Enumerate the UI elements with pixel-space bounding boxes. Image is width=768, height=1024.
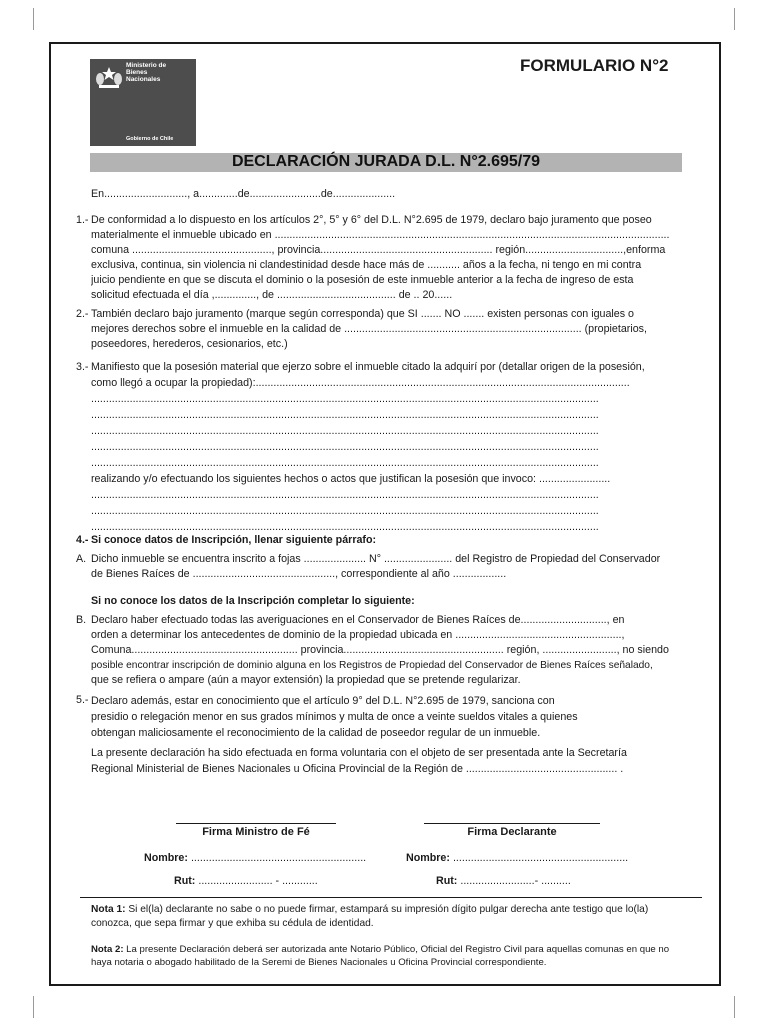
section-4-b — [76, 613, 681, 688]
field-line[interactable]: ........................................................................................................................................................................... — [91, 505, 599, 517]
nombre-field-declarante[interactable]: Nombre: ........................................................... — [406, 852, 629, 864]
field-line[interactable]: ........................................................................................................................................................................... — [91, 441, 599, 453]
field-line[interactable]: Declaro haber efectuado todas las averiguaciones en el Conservador de Bienes Raíces de............................., en — [91, 614, 625, 626]
field-line[interactable]: ........................................................................................................................................................................... — [91, 521, 599, 533]
section-1 — [76, 213, 681, 303]
crop-mark — [734, 8, 735, 30]
signature-label-declarante: Firma Declarante — [467, 826, 557, 838]
item-letter: A. — [76, 553, 87, 565]
section-4-heading: 4.- Si conoce datos de Inscripción, llenar siguiente párrafo: — [76, 534, 377, 546]
text-line: obtengan maliciosamente el reconocimiento de la calidad de poseedor regular de un inmueble. — [91, 727, 541, 739]
text-line: poseedores, herederos, cesionarios, etc.) — [91, 338, 288, 350]
text-line: Manifiesto que la posesión material que ejerzo sobre el inmueble citado la adquirí por (detallar origen de la posesión, — [91, 361, 645, 373]
nombre-field-ministro[interactable]: Nombre: ........................................................... — [144, 852, 367, 864]
field-line[interactable]: ........................................................................................................................................................................... — [91, 489, 599, 501]
text-line: posible encontrar inscripción de dominio alguna en los Registros de Propiedad del Conservador de Bienes Raíces señalado, — [91, 660, 653, 671]
ministry-logo — [90, 59, 196, 146]
field-line[interactable]: ........................................................................................................................................................................... — [91, 457, 599, 469]
field-line[interactable]: Dicho inmueble se encuentra inscrito a fojas ..................... N° ....................... del Registro de Propiedad del Conservador — [91, 553, 661, 565]
section-number: 5.- — [76, 694, 89, 706]
field-line[interactable]: como llegó a ocupar la propiedad):.............................................................................................................................. — [91, 377, 630, 389]
text-line: juicio pendiente en que se discuta el dominio o la posesión de este inmueble anterior a la fecha de ingreso de esta — [91, 274, 634, 286]
item-letter: B. — [76, 614, 87, 626]
section-2 — [76, 307, 681, 352]
rut-label: Rut: — [436, 875, 458, 887]
section-4-a — [76, 552, 681, 582]
section-number: 1.- — [76, 214, 89, 226]
rut-label: Rut: — [174, 875, 196, 887]
field-line[interactable]: ........................................................................................................................................................................... — [91, 393, 599, 405]
text-line: presidio o relegación menor en sus grados mínimos y multa de once a veinte sueldos vitales a quienes — [91, 711, 578, 723]
rut-field-ministro[interactable]: Rut: ......................... - ............ — [174, 875, 318, 887]
crop-mark — [33, 8, 34, 30]
form-number: FORMULARIO N°2 — [520, 56, 669, 75]
field-line[interactable]: ........................................................................................................................................................................... — [91, 409, 599, 421]
logo-government-text: Gobierno de Chile — [126, 136, 174, 142]
section-number: 2.- — [76, 308, 89, 320]
text-line: que se refiera o ampare (aún a mayor extensión) la propiedad que se pretende regularizar. — [91, 674, 521, 686]
signature-label-ministro: Firma Ministro de Fé — [202, 826, 310, 838]
text-line: Declaro además, estar en conocimiento que el artículo 9° del D.L. N°2.695 de 1979, sanciona con — [91, 695, 555, 707]
field-line[interactable]: También declaro bajo juramento (marque según corresponda) que SI ....... NO ....... existen personas con iguales o — [91, 308, 634, 320]
section-3 — [76, 360, 681, 536]
note-label: Nota 1: — [91, 904, 126, 915]
field-line[interactable]: mejores derechos sobre el inmueble en la calidad de ................................................................................ (propietarios, — [91, 323, 647, 335]
rut-field-declarante[interactable]: Rut: .........................- .......... — [436, 875, 571, 887]
notes-divider — [80, 897, 702, 898]
section-4-subheading: Si no conoce los datos de la Inscripción completar lo siguiente: — [91, 595, 415, 607]
note-label: Nota 2: — [91, 944, 124, 955]
field-line[interactable]: comuna ..............................................., provincia.......................................................... región.................................,enforma — [91, 244, 666, 256]
section-number: 4.- — [76, 534, 89, 546]
closing-paragraph — [91, 745, 681, 777]
signature-line-ministro[interactable] — [176, 823, 336, 824]
logo-ministry-text: Ministerio de Bienes Nacionales — [126, 62, 167, 83]
section-5 — [76, 693, 681, 741]
nombre-label: Nombre: — [144, 852, 188, 864]
field-line[interactable]: Regional Ministerial de Bienes Nacionales u Oficina Provincial de la Región de ................................................... . — [91, 763, 624, 775]
text-line: La presente declaración ha sido efectuada en forma voluntaria con el objeto de ser presentada ante la Secretaría — [91, 747, 627, 759]
crop-mark — [734, 996, 735, 1018]
field-line[interactable]: solicitud efectuada el día ,.............., de ........................................ de .. 20...... — [91, 289, 453, 301]
note-1: Nota 1: Si el(la) declarante no sabe o no puede firmar, estampará su impresión dígito pulgar derecha ante testigo que lo(la) conozca, que sepa firmar y que exhiba su cédula de identidad. — [91, 904, 649, 929]
field-line[interactable]: de Bienes Raíces de ................................................, correspondiente al año .................. — [91, 568, 507, 580]
signature-line-declarante[interactable] — [424, 823, 600, 824]
section-number: 3.- — [76, 361, 89, 373]
nombre-label: Nombre: — [406, 852, 450, 864]
field-line[interactable]: exclusiva, continua, sin violencia ni clandestinidad desde hace más de ........... años a la fecha, ni tengo en mi contra — [91, 259, 642, 271]
document-title: DECLARACIÓN JURADA D.L. N°2.695/79 — [231, 153, 541, 170]
text-line: De conformidad a lo dispuesto en los artículos 2°, 5° y 6° del D.L. N°2.695 de 1979, declaro bajo juramento que poseo — [91, 214, 652, 226]
note-2: Nota 2: La presente Declaración deberá ser autorizada ante Notario Público, Oficial del Registro Civil para aquellas comunas en que no haya notaria o abogado habilitado de la Seremi de Bienes Nacionales u Oficina Provincial correspondiente. — [91, 944, 670, 968]
field-line[interactable]: ........................................................................................................................................................................... — [91, 425, 599, 437]
crop-mark — [33, 996, 34, 1018]
field-line[interactable]: materialmente el inmueble ubicado en ..................................................................................................................................... — [91, 229, 670, 241]
place-date-line[interactable]: En............................, a.............de........................de..................... — [91, 188, 396, 200]
field-line[interactable]: Comuna........................................................ provincia...................................................... región, ........................., no siendo — [91, 644, 669, 656]
field-line[interactable]: realizando y/o efectuando los siguientes hechos o actos que justifican la posesión que invoco: ........................ — [91, 473, 611, 485]
chile-coat-of-arms-icon — [95, 64, 123, 90]
field-line[interactable]: orden a determinar los antecedentes de dominio de la propiedad ubicada en ........................................................, — [91, 629, 625, 641]
